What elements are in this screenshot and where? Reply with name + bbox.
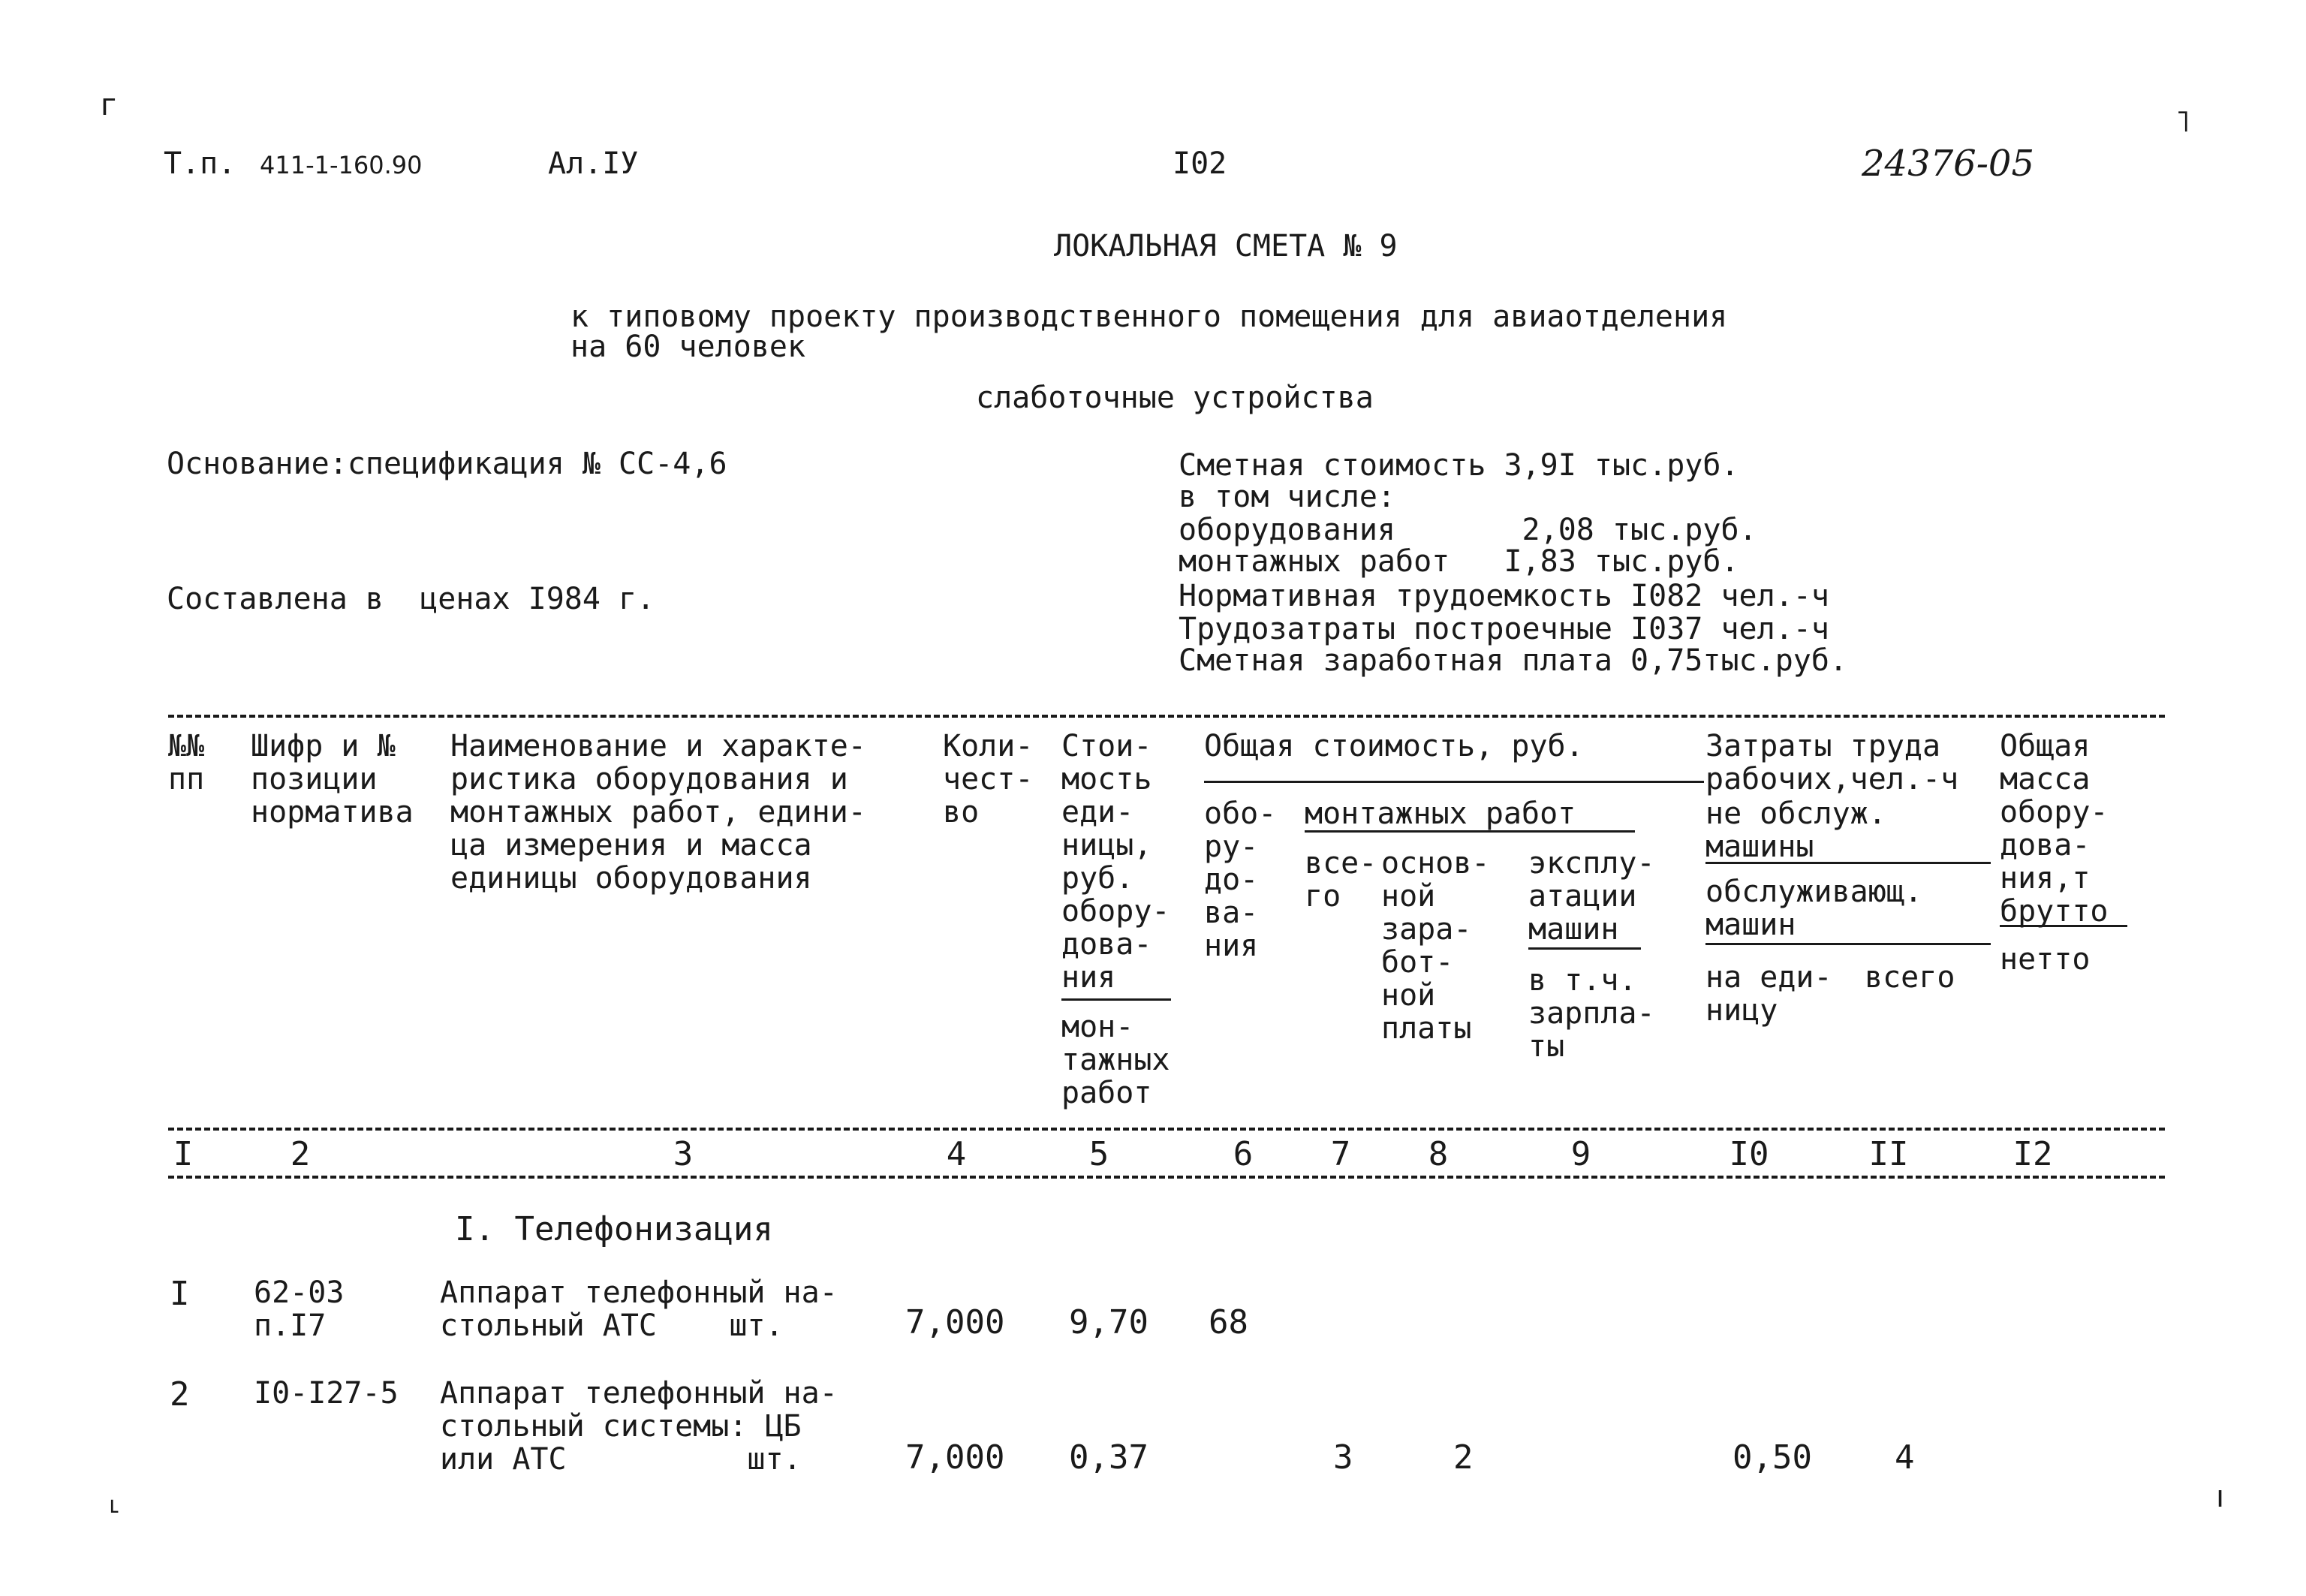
header-labor-c2: всего xyxy=(1865,960,1955,995)
header-col-9b: в т.ч. зарпла- ты xyxy=(1528,963,1655,1064)
row-code: 62-03 п.I7 xyxy=(254,1275,345,1343)
row-unit-cost: 0,37 xyxy=(1069,1438,1148,1477)
column-number: 8 xyxy=(1428,1135,1449,1173)
column-number: 9 xyxy=(1570,1135,1591,1173)
row-name: Аппарат телефонный на- стольный АТС шт. xyxy=(440,1275,838,1343)
cost-summary-line-5: Нормативная трудоемкость I082 чел.-ч xyxy=(1179,579,1829,613)
row-quantity: 7,000 xyxy=(905,1438,1005,1477)
header-col-5b: мон- тажных работ xyxy=(1061,1010,1170,1110)
header-labor-divider-1 xyxy=(1705,862,1991,864)
row-number: 2 xyxy=(170,1375,190,1414)
header-col-6: обо- ру- до- ва- ния xyxy=(1204,796,1277,963)
row-labor-per-unit: 0,50 xyxy=(1733,1438,1812,1477)
header-col-7: все- го xyxy=(1305,846,1377,914)
header-mont: монтажных работ xyxy=(1305,796,1576,831)
column-number: I2 xyxy=(2012,1135,2053,1173)
column-number: 2 xyxy=(290,1135,311,1173)
column-number: II xyxy=(1868,1135,1909,1173)
document-title: ЛОКАЛЬНАЯ СМЕТА № 9 xyxy=(1054,229,1398,263)
basis-line: Основание:спецификация № СС-4,6 xyxy=(167,447,727,481)
table-header-bottom-rule xyxy=(168,1128,2165,1131)
header-labor-a: не обслуж. машины xyxy=(1705,796,1886,864)
row-equipment-cost: 68 xyxy=(1209,1303,1248,1342)
header-col-4: Коли- чест- во xyxy=(943,729,1034,830)
corner-mark-bottom-right: ı xyxy=(2216,1480,2225,1514)
subtitle-line-1: к типовому проекту производственного помещения для авиаотделения xyxy=(570,300,1728,334)
corner-mark-bottom-left: ˪ xyxy=(110,1486,120,1520)
cost-summary-line-1: Сметная стоимость 3,9I тыс.руб. xyxy=(1179,448,1739,483)
row-mounting-total: 3 xyxy=(1333,1438,1353,1477)
album-label: Ал.IУ xyxy=(548,146,639,181)
header-col-12b: нетто xyxy=(2000,942,2091,977)
header-col-9-divider xyxy=(1528,947,1641,950)
column-number: 5 xyxy=(1088,1135,1109,1173)
header-total-cost-divider xyxy=(1204,781,1704,783)
page-number: I02 xyxy=(1173,146,1227,181)
document-subject: слаботочные устройства xyxy=(976,381,1374,415)
corner-mark-top-right: ˥ xyxy=(2175,104,2190,139)
cost-summary-line-3: оборудования 2,08 тыс.руб. xyxy=(1179,513,1757,547)
tp-prefix: Т.п. xyxy=(164,146,236,181)
row-number: I xyxy=(170,1275,190,1313)
row-code: I0-I27-5 xyxy=(254,1376,399,1411)
header-col-5-divider xyxy=(1061,998,1171,1001)
column-number: 4 xyxy=(946,1135,967,1173)
document-number: 24376-05 xyxy=(1862,143,2034,185)
price-base-line: Составлена в ценах I984 г. xyxy=(167,582,655,616)
column-number: I0 xyxy=(1729,1135,1769,1173)
column-numbers-rule xyxy=(168,1176,2165,1179)
tp-code: 411-1-160.90 xyxy=(260,151,423,179)
header-col-2: Шифр и № позиции норматива xyxy=(251,729,414,830)
column-number: I xyxy=(173,1135,194,1173)
header-labor-b: обслуживающ. машин xyxy=(1705,875,1922,942)
subtitle-line-2: на 60 человек xyxy=(570,330,806,364)
cost-summary-line-2: в том числе: xyxy=(1179,480,1395,514)
corner-mark-top-left: г xyxy=(101,88,117,122)
header-col-1: №№ пп xyxy=(168,729,205,796)
row-labor-total: 4 xyxy=(1895,1438,1915,1477)
header-labor: Затраты труда рабочих,чел.-ч xyxy=(1705,729,1959,796)
header-mont-divider xyxy=(1305,830,1635,833)
column-number: 7 xyxy=(1330,1135,1351,1173)
header-labor-divider-2 xyxy=(1705,943,1991,945)
header-col-5: Стои- мость еди- ницы, руб. обору- дова- ния xyxy=(1061,729,1170,995)
column-number: 6 xyxy=(1233,1135,1254,1173)
row-name: Аппарат телефонный на- стольный системы: ЦБ или АТС шт. xyxy=(440,1376,838,1477)
row-unit-cost: 9,70 xyxy=(1069,1303,1148,1342)
table-top-rule xyxy=(168,715,2165,718)
row-quantity: 7,000 xyxy=(905,1303,1005,1342)
section-heading: I. Телефонизация xyxy=(455,1210,773,1248)
header-col-12a: Общая масса обору- дова- ния,т брутто xyxy=(2000,729,2109,929)
header-col-9a: эксплу- атации машин xyxy=(1528,846,1655,947)
header-labor-c1: на еди- ницу xyxy=(1705,960,1832,1028)
cost-summary-line-6: Трудозатраты построечные I037 чел.-ч xyxy=(1179,612,1829,646)
header-col-8: основ- ной зара- бот- ной платы xyxy=(1381,846,1490,1046)
column-number: 3 xyxy=(673,1135,694,1173)
header-total-cost: Общая стоимость, руб. xyxy=(1204,729,1584,763)
header-col-3: Наименование и характе- ристика оборудования и монтажных работ, едини- ца измерения и масса единицы оборудования xyxy=(450,729,866,896)
row-base-wage: 2 xyxy=(1453,1438,1474,1477)
cost-summary-line-7: Сметная заработная плата 0,75тыс.руб. xyxy=(1179,643,1848,678)
cost-summary-line-4: монтажных работ I,83 тыс.руб. xyxy=(1179,544,1739,579)
header-col-12-divider xyxy=(2000,925,2127,927)
